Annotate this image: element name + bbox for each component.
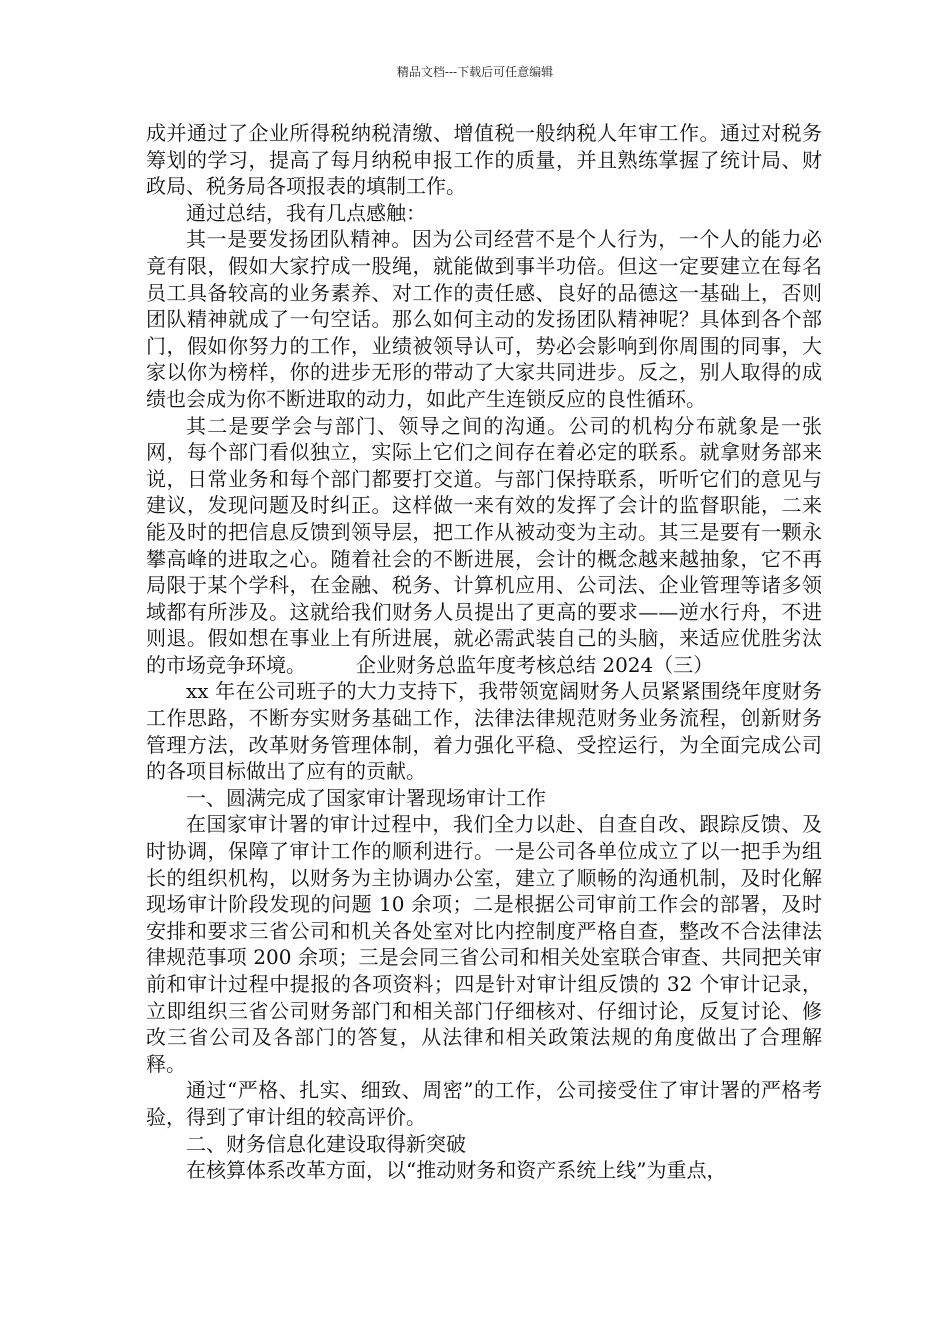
paragraph-accounting-reform: 在核算体系改革方面，以“推动财务和资产系统上线”为重点，	[186, 1158, 727, 1183]
paragraph-audit-result: 通过“严格、扎实、细致、周密”的工作，公司接受住了审计署的严格考验，得到了审计组的较高评价。	[146, 1078, 822, 1129]
section-title-part-three: 企业财务总监年度考核总结 2024（三）	[356, 652, 714, 677]
paragraph-annual-overview: xx 年在公司班子的大力支持下，我带领宽阔财务人员紧紧围绕年度财务工作思路，不断夯实财务基础工作，法律法律规范财务业务流程，创新财务管理方法，改革财务管理体制，着力强化平稳、受控运行，为全面完成公司的各项目标做出了应有的贡献。	[146, 679, 822, 784]
heading-informatization: 二、财务信息化建设取得新突破	[186, 1131, 466, 1156]
paragraph-team-spirit: 其一是要发扬团队精神。因为公司经营不是个人行为，一个人的能力必竟有限，假如大家拧成一股绳，就能做到事半功倍。但这一定要建立在每名员工具备较高的业务素养、对工作的责任感、良好的品德这一基础上，否则团队精神就成了一句空话。那么如何主动的发扬团队精神呢？具体到各个部门，假如你努力的工作，业绩被领导认可，势必会影响到你周围的同事，大家以你为榜样，你的进步无形的带动了大家共同进步。反之，别人取得的成绩也会成为你不断进取的动力，如此产生连锁反应的良性循环。	[146, 227, 822, 411]
document-body	[146, 120, 822, 1184]
paragraph-summary-intro: 通过总结，我有几点感触：	[186, 200, 426, 225]
heading-audit-work: 一、圆满完成了国家审计署现场审计工作	[186, 785, 546, 810]
page-header: 精品文档---下载后可任意编辑	[396, 65, 554, 79]
paragraph-communication	[146, 413, 822, 679]
paragraph-audit-details: 在国家审计署的审计过程中，我们全力以赴、自查自改、跟踪反馈、及时协调，保障了审计工作的顺利进行。一是公司各单位成立了以一把手为组长的组织机构，以财务为主协调办公室，建立了顺畅的沟通机制，及时化解现场审计阶段发现的问题 10 余项；二是根据公司审前工作会的部署，及时安排和要求三省公司和机关各处室对比内控制度严格自查，整改不合法律法律规范事项 200 余项；三是会同三省公司和相关处室联合审查、共同把关审前和审计过程中提报的各项资料；四是针对审计组反馈的 32 个审计记录，立即组织三省公司财务部门和相关部门仔细核对、仔细讨论，反复讨论、修改三省公司及各部门的答复，从法律和相关政策法规的角度做出了合理解释。	[146, 812, 822, 1076]
paragraph-tax-work: 成并通过了企业所得税纳税清缴、增值税一般纳税人年审工作。通过对税务筹划的学习，提高了每月纳税申报工作的质量，并且熟练掌握了统计局、财政局、税务局各项报表的填制工作。	[146, 121, 822, 199]
paragraph-communication-text: 其二是要学会与部门、领导之间的沟通。公司的机构分布就象是一张网，每个部门看似独立，实际上它们之间存在着必定的联系。就拿财务部来说，日常业务和每个部门都要打交道。与部门保持联系，听听它们的意见与建议，发现问题及时纠正。这样做一来有效的发挥了会计的监督职能，二来能及时的把信息反馈到领导层，把工作从被动变为主动。其三是要有一颗永攀高峰的进取之心。随着社会的不断进展，会计的概念越来越抽象，它不再局限于某个学科，在金融、税务、计算机应用、公司法、企业管理等诸多领域都有所涉及。这就给我们财务人员提出了更高的要求——逆水行舟，不进则退。假如想在事业上有所进展，就必需武装自己的头脑，来适应优胜劣汰的市场竞争环境。	[146, 413, 822, 677]
